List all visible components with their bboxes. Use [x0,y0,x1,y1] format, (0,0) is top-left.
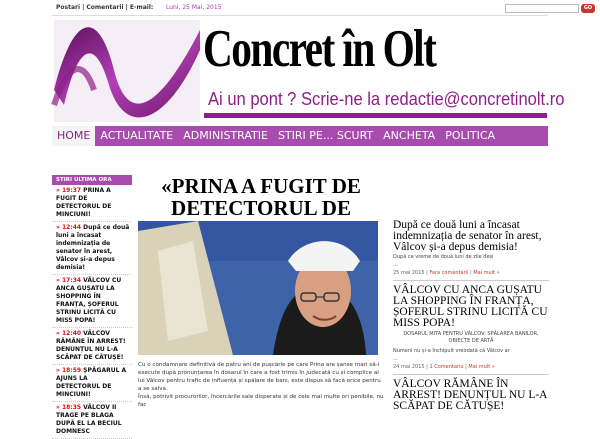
post-image-caption: DOSARUL MITA PENTRU VÂLCOV: SPĂLAREA BANILOR, OBIECTE DE ARTĂ [403,331,539,344]
post-excerpt: După ce vreme de două luni de zile deși [393,254,494,260]
list-item[interactable] [52,275,132,328]
post-excerpt: Numeni nu și-a închipuit vreodată că Vâlcov ar [393,348,510,354]
post-ellipsis: ... [393,356,398,362]
top-links[interactable]: Postari | Comentarii | E-mail: [56,4,154,11]
divider [393,280,549,281]
right-column [393,219,549,412]
post-title[interactable]: VÂLCOV CU ANCA GUȘATU LA SHOPPING ÎN FRANȚA, ȘOFERUL STRINU LICITĂ CU MISS POPA! [393,284,548,329]
post-meta: 25 mai 2015 | Fara comentarii | Mai mult » [393,270,500,276]
entry-time: » 12:40 [56,330,82,337]
entry-text[interactable]: PRINA A FUGIT DE DETECTORUL DE MINCIUNI! [56,187,112,218]
entry-time: » 19:37 [56,187,82,194]
article-image [138,221,378,355]
list-item[interactable] [52,328,132,365]
post-date: 24 mai 2015 [393,364,425,370]
search-input[interactable] [505,4,579,13]
site-logo[interactable] [54,20,200,122]
tagline: Ai un pont ? Scrie-ne la redactie@concretinolt.ro [208,89,565,109]
nav-item-ancheta[interactable]: ANCHETA [383,129,436,142]
post-title[interactable]: VÂLCOV RĂMÂNE ÎN ARREST! DENUNȚUL NU L-A SCĂPAT DE CĂTUȘE! [393,378,547,412]
entry-text[interactable]: ȘPĂGARUL A AJUNS LA DETECTORUL DE MINCIUNI! [56,367,127,398]
read-more-link[interactable]: Mai mult » [468,364,495,370]
site-title[interactable]: Concret în Olt [203,20,436,78]
article-title[interactable]: «PRINA A FUGIT DE DETECTORUL DE [161,174,361,220]
main-nav [52,126,548,146]
article-body [138,361,384,409]
entry-text[interactable]: VÂLCOV II TRAGE PE BLAGA DUPĂ EL LA BECIUL DOMNESC [56,404,122,435]
article-photo[interactable] [138,221,378,355]
post-title[interactable]: După ce două luni a încasat indemnizația de senator în arest, Vâlcov și-a depus demisia! [393,219,542,253]
divider [393,374,549,375]
nav-item-stiri[interactable]: STIRI PE... SCURT [277,129,374,142]
entry-text[interactable]: VÂLCOV RĂMÂNE ÎN ARREST! DENUNȚUL NU L-A SCĂPAT DE CĂTUȘE! [56,330,126,361]
post [393,220,549,281]
go-button[interactable]: GO [581,4,595,13]
list-item[interactable] [52,365,132,402]
entry-text[interactable]: VÂLCOV CU ANCA GUȘATU LA SHOPPING ÎN FRANȚA, ȘOFERUL STRINU LICITĂ CU MISS POPA! [56,277,122,324]
entry-time: » 18:59 [56,367,82,374]
current-date: Luni, 25 Mai, 2015 [166,4,222,11]
post-comments-link[interactable]: Fara comentarii [429,270,469,276]
list-item[interactable] [52,222,132,275]
post-comments-link[interactable]: 1 Comentariu [429,364,464,370]
sidebar-heading: STIRI ULTIMA ORA [52,175,132,185]
post-meta: 24 mai 2015 | 1 Comentariu | Mai mult » [393,364,495,370]
read-more-link[interactable]: Mai mult » [473,270,500,276]
post [393,379,549,412]
entry-time: » 17:34 [56,277,82,284]
list-item[interactable] [52,185,132,222]
post [393,285,549,375]
nav-item-actualitate[interactable]: ACTUALITATE [100,129,174,142]
list-item[interactable] [52,402,132,439]
nav-item-home[interactable]: HOME [52,126,95,146]
header-divider [204,113,547,118]
post-ellipsis: ... [393,262,398,268]
nav-item-administratie[interactable]: ADMINISTRATIE [183,129,268,142]
latest-news-sidebar [52,175,132,435]
article-paragraph: Însă, potrivit procurorilor, încercările sale disperate și de cele mai multe ori penibile, nu fac [138,394,384,408]
entry-time: » 12:44 [56,224,82,231]
article-paragraph: Cu o condamnare definitivă de patru ani de pușcărie pe care Prina are șanse mari să-i execute după pronunțarea în dosarul în care a fost trimis în judecată cu și complice al lui Vâlcov pentru trafic de influență și spălare de bani, este dispus să facă orice pentru a se salva. [138,362,381,392]
logo-wave-icon [54,20,200,122]
nav-item-politica[interactable]: POLITICA [445,129,496,142]
entry-text[interactable]: După ce două luni a încasat indemnizația de senator în arest, Vâlcov și-a depus demisia! [56,224,130,271]
post-date: 25 mai 2015 [393,270,425,276]
entry-time: » 18:35 [56,404,82,411]
